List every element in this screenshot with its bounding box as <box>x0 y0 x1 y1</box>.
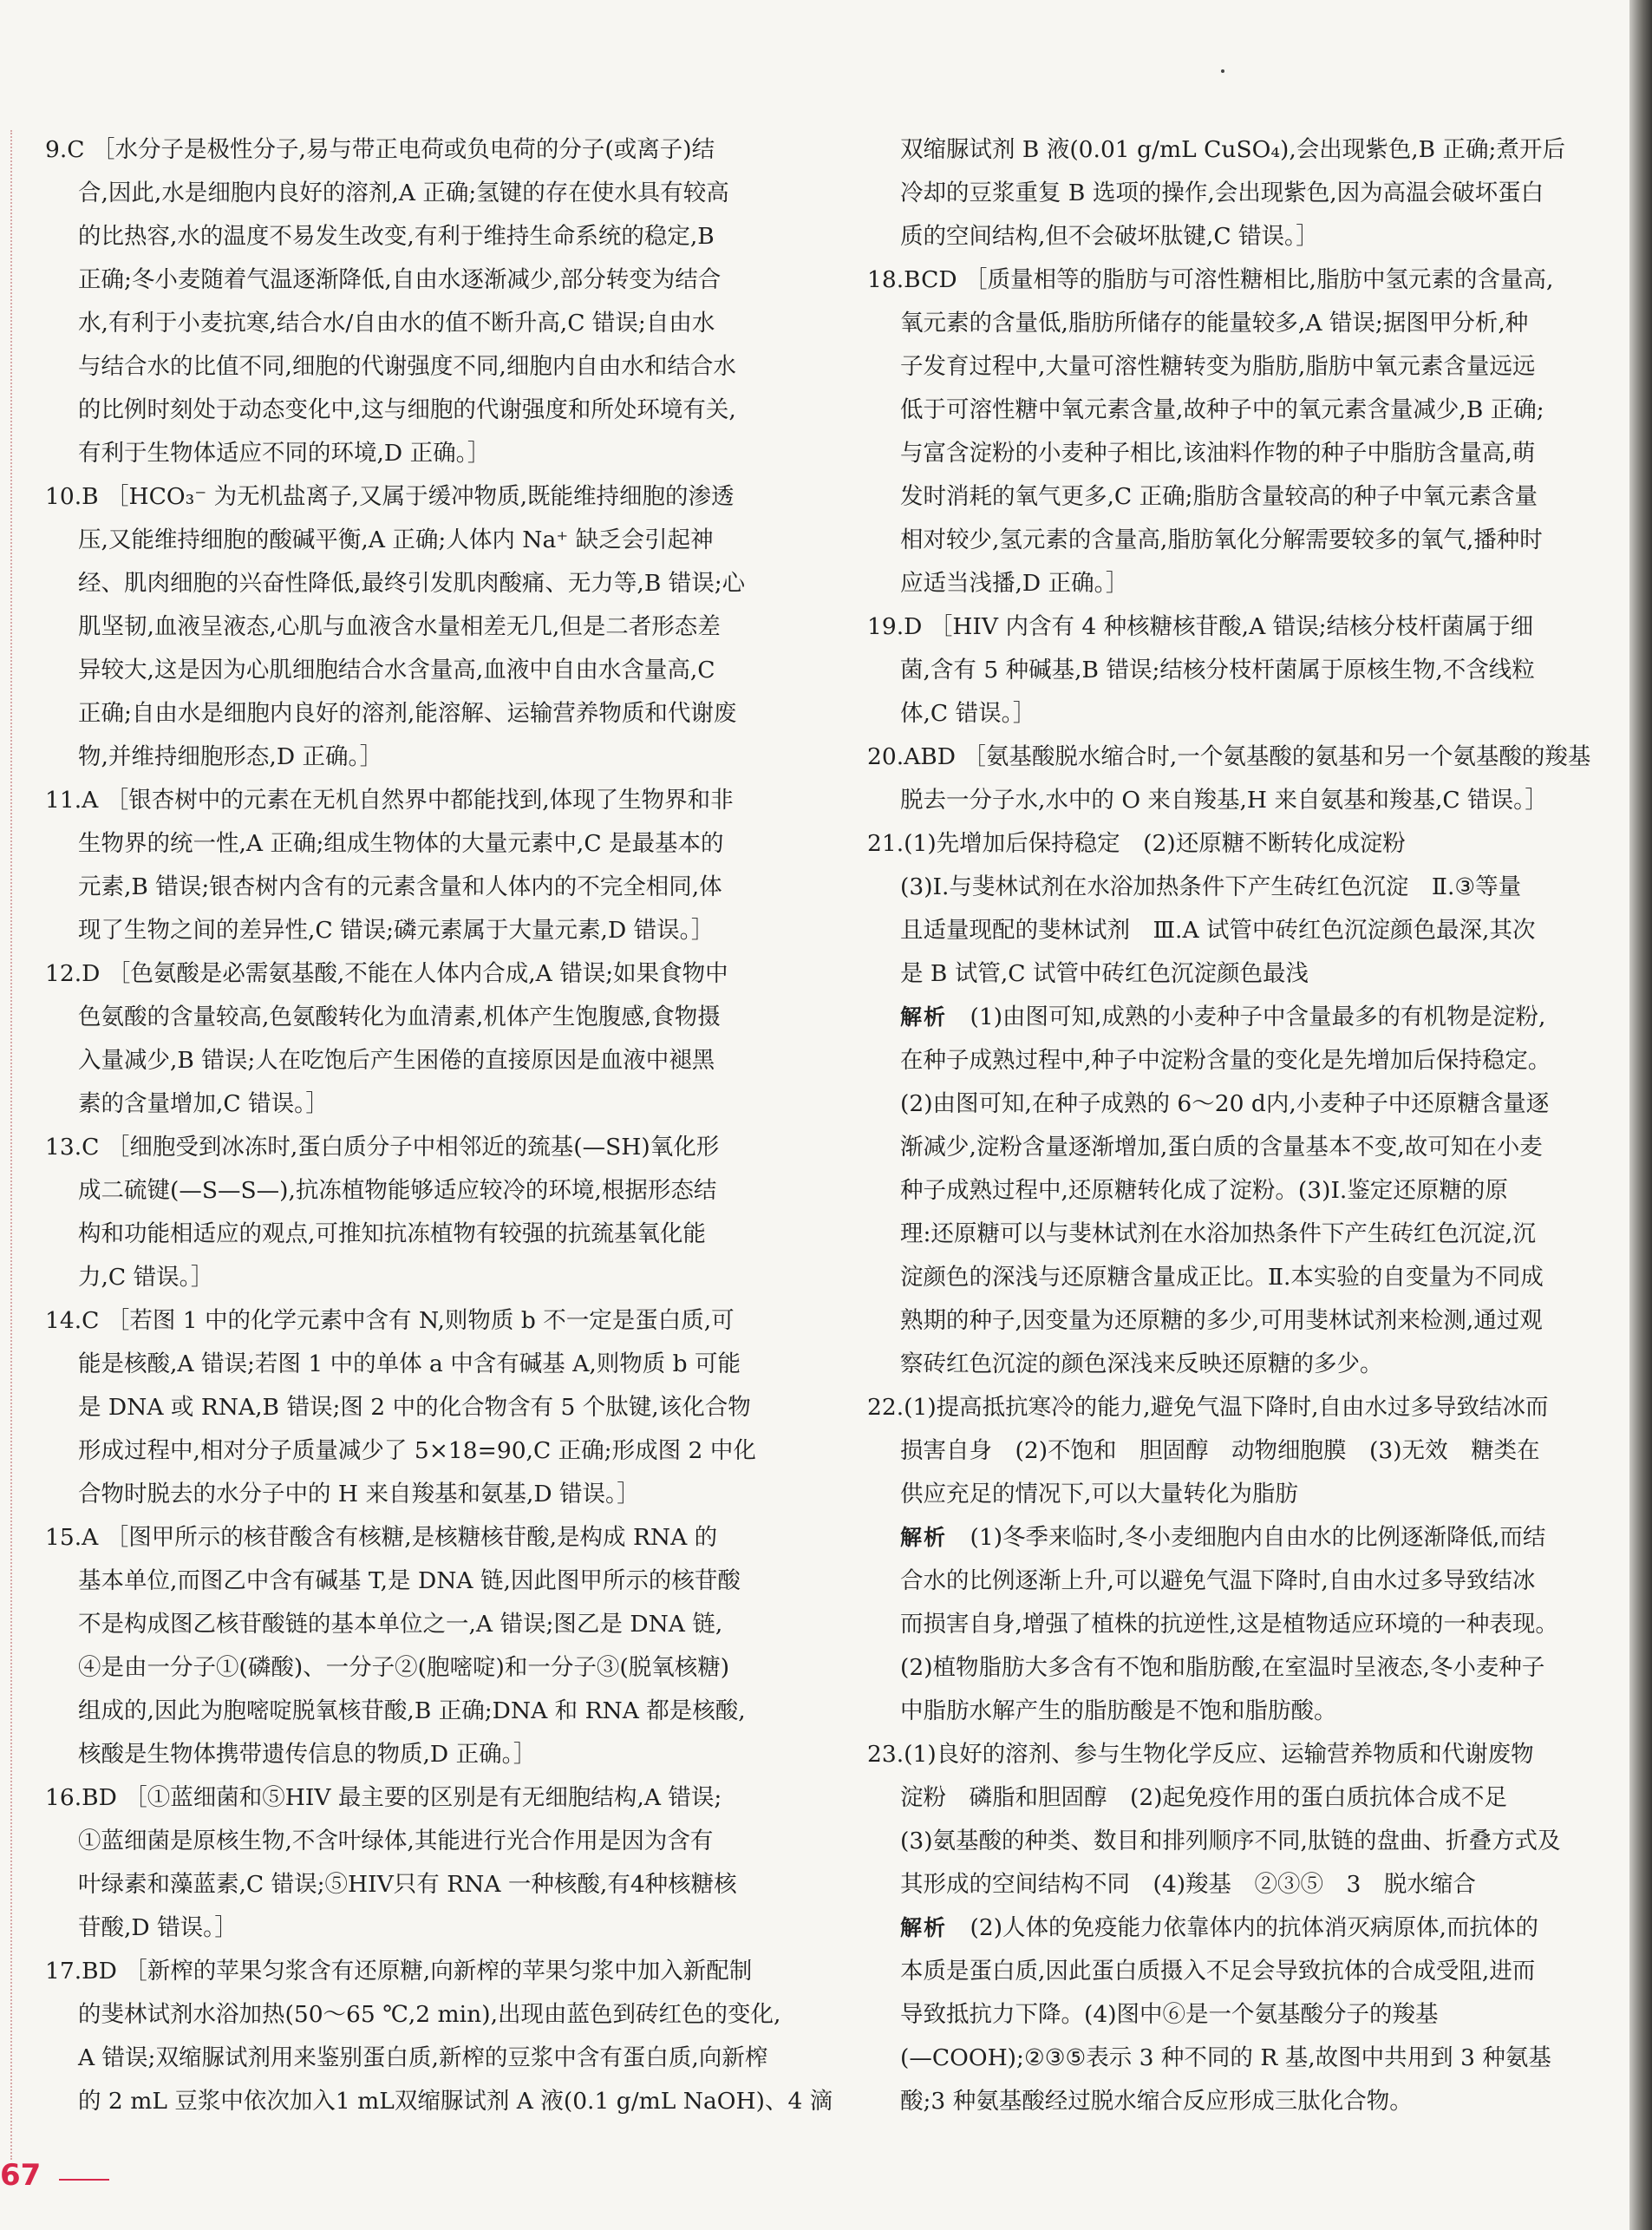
line-text: 15.A ［图甲所示的核苷酸含有核糖,是核糖核苷酸,是构成 RNA 的 <box>45 1524 718 1551</box>
answer-item <box>45 779 817 952</box>
text-line <box>45 1603 817 1646</box>
text-line <box>867 1256 1613 1299</box>
line-text: 的 2 mL 豆浆中依次加入1 mL双缩脲试剂 A 液(0.1 g/mL NaOH)、4 滴 <box>78 2088 833 2115</box>
line-text: 且适量现配的斐林试剂 Ⅲ.A 试管中砖红色沉淀颜色最深,其次 <box>900 917 1536 944</box>
text-line <box>45 1386 817 1429</box>
line-text: 的比热容,水的温度不易发生改变,有利于维持生命系统的稳定,B <box>78 223 715 250</box>
line-text: 元素,B 错误;银杏树内含有的元素含量和人体内的不完全相同,体 <box>78 873 722 900</box>
line-text: 在种子成熟过程中,种子中淀粉含量的变化是先增加后保持稳定。 <box>900 1047 1551 1074</box>
line-text: A 错误;双缩脲试剂用来鉴别蛋白质,新榨的豆浆中含有蛋白质,向新榨 <box>78 2044 768 2071</box>
answer-item <box>45 1950 833 2123</box>
answer-item <box>867 1386 1613 1516</box>
text-line <box>45 1039 817 1082</box>
text-line <box>867 1516 1613 1560</box>
line-text: 氧元素的含量低,脂肪所储存的能量较多,A 错误;据图甲分析,种 <box>900 310 1529 337</box>
answer-item <box>867 736 1613 822</box>
line-text: 察砖红色沉淀的颜色深浅来反映还原糖的多少。 <box>900 1350 1383 1377</box>
line-text: 种子成熟过程中,还原糖转化成了淀粉。(3)Ⅰ.鉴定还原糖的原 <box>900 1177 1508 1204</box>
line-text: 10.B ［HCO₃⁻ 为无机盐离子,又属于缓冲物质,既能维持细胞的渗透 <box>45 483 735 510</box>
text-line <box>867 1646 1613 1690</box>
line-text: 菌,含有 5 种碱基,B 错误;结核分枝杆菌属于原核生物,不含线粒 <box>900 657 1535 683</box>
line-text: 供应充足的情况下,可以大量转化为脂肪 <box>900 1481 1298 1507</box>
line-text: 质的空间结构,但不会破坏肽键,C 错误。］ <box>900 223 1319 250</box>
answer-item <box>45 475 817 779</box>
line-text: 有利于生物体适应不同的环境,D 正确。］ <box>78 440 491 467</box>
line-text: 17.BD ［新榨的苹果匀浆含有还原糖,向新榨的苹果匀浆中加入新配制 <box>45 1958 753 1985</box>
text-line <box>867 432 1613 475</box>
answer-item <box>45 128 817 475</box>
line-text: 其形成的空间结构不同 (4)羧基 ②③⑤ 3 脱水缩合 <box>900 1871 1476 1898</box>
text-line <box>867 215 1613 258</box>
text-line <box>45 1906 817 1950</box>
line-text: 是 B 试管,C 试管中砖红色沉淀颜色最浅 <box>900 960 1309 987</box>
line-text: 核酸是生物体携带遗传信息的物质,D 正确。］ <box>78 1741 537 1768</box>
text-line <box>867 1690 1613 1733</box>
answer-item <box>867 1906 1613 2123</box>
line-text: 压,又能维持细胞的酸碱平衡,A 正确;人体内 Na⁺ 缺乏会引起神 <box>78 526 714 553</box>
text-line <box>867 952 1613 996</box>
text-line <box>867 1039 1613 1082</box>
line-text: 正确;自由水是细胞内良好的溶剂,能溶解、运输营养物质和代谢废 <box>78 700 737 727</box>
text-line <box>867 389 1613 432</box>
text-line <box>867 1299 1613 1343</box>
line-text: 现了生物之间的差异性,C 错误;磷元素属于大量元素,D 错误。］ <box>78 917 715 944</box>
line-text: 20.ABD ［氨基酸脱水缩合时,一个氨基酸的氨基和另一个氨基酸的羧基 <box>867 743 1591 770</box>
line-text: 理:还原糖可以与斐林试剂在水浴加热条件下产生砖红色沉淀,沉 <box>900 1220 1536 1247</box>
line-text: 双缩脲试剂 B 液(0.01 g/mL CuSO₄),会出现紫色,B 正确;煮开后 <box>900 136 1565 163</box>
text-line <box>45 1993 817 2037</box>
text-line <box>867 866 1613 909</box>
text-line <box>45 779 817 822</box>
line-text: (2)由图可知,在种子成熟的 6～20 d内,小麦种子中还原糖含量逐 <box>900 1090 1550 1117</box>
line-text: 淀粉 磷脂和胆固醇 (2)起免疫作用的蛋白质抗体合成不足 <box>900 1784 1508 1811</box>
text-line <box>867 302 1613 345</box>
line-text: 的斐林试剂水浴加热(50～65 ℃,2 min),出现由蓝色到砖红色的变化, <box>78 2001 781 2028</box>
text-line <box>867 2037 1613 2080</box>
line-text: 能是核酸,A 错误;若图 1 中的单体 a 中含有碱基 A,则物质 b 可能 <box>78 1350 741 1377</box>
text-line <box>45 909 817 952</box>
text-line <box>867 605 1613 649</box>
line-text: 构和功能相适应的观点,可推知抗冻植物有较强的抗巯基氧化能 <box>78 1220 706 1247</box>
answer-item <box>45 1776 817 1950</box>
text-line <box>45 345 817 389</box>
text-line <box>45 866 817 909</box>
text-line <box>45 2080 833 2123</box>
line-text: 是 DNA 或 RNA,B 错误;图 2 中的化合物含有 5 个肽键,该化合物 <box>78 1394 751 1421</box>
margin-rule <box>10 130 12 2160</box>
line-text: 导致抵抗力下降。(4)图中⑥是一个氨基酸分子的羧基 <box>900 2001 1439 2028</box>
line-text: 力,C 错误。］ <box>78 1264 214 1291</box>
line-text: 经、肌肉细胞的兴奋性降低,最终引发肌肉酸痛、无力等,B 错误;心 <box>78 570 746 597</box>
text-line <box>867 1082 1613 1126</box>
line-text: (2)植物脂肪大多含有不饱和脂肪酸,在室温时呈液态,冬小麦种子 <box>900 1654 1545 1681</box>
answer-item <box>45 1299 817 1516</box>
text-line <box>45 952 817 996</box>
text-line <box>867 1906 1613 1950</box>
text-line <box>867 258 1613 302</box>
line-text: 18.BCD ［质量相等的脂肪与可溶性糖相比,脂肪中氢元素的含量高, <box>867 266 1554 293</box>
text-line <box>45 692 817 736</box>
text-line <box>867 172 1613 215</box>
analysis-label: 解析 <box>900 1525 948 1550</box>
text-line <box>45 1256 817 1299</box>
line-text: (1)由图可知,成熟的小麦种子中含量最多的有机物是淀粉, <box>970 1004 1546 1030</box>
right-column <box>867 128 1613 2123</box>
text-line <box>45 1213 817 1256</box>
line-text: 14.C ［若图 1 中的化学元素中含有 N,则物质 b 不一定是蛋白质,可 <box>45 1307 735 1334</box>
line-text: 素的含量增加,C 错误。］ <box>78 1090 329 1117</box>
line-text: 损害自身 (2)不饱和 胆固醇 动物细胞膜 (3)无效 糖类在 <box>900 1437 1540 1464</box>
text-line <box>45 1343 817 1386</box>
text-line <box>45 1560 817 1603</box>
text-line <box>45 1473 817 1516</box>
line-text: 熟期的种子,因变量为还原糖的多少,可用斐林试剂来检测,通过观 <box>900 1307 1543 1334</box>
text-line <box>867 1169 1613 1213</box>
text-line <box>45 1776 817 1820</box>
text-line <box>867 692 1613 736</box>
line-text: 22.(1)提高抵抗寒冷的能力,避免气温下降时,自由水过多导致结冰而 <box>867 1394 1549 1421</box>
text-line <box>867 475 1613 519</box>
line-text: 21.(1)先增加后保持稳定 (2)还原糖不断转化成淀粉 <box>867 830 1406 857</box>
text-line <box>45 1733 817 1776</box>
text-line <box>867 1863 1613 1906</box>
text-line <box>867 1776 1613 1820</box>
answer-item <box>867 822 1613 996</box>
line-text: (3)氨基酸的种类、数目和排列顺序不同,肽链的盘曲、折叠方式及 <box>900 1828 1561 1854</box>
line-text: 物,并维持细胞形态,D 正确。］ <box>78 743 383 770</box>
line-text: 脱去一分子水,水中的 O 来自羧基,H 来自氨基和羧基,C 错误。］ <box>900 787 1548 814</box>
text-line <box>867 1126 1613 1169</box>
line-text: 发时消耗的氧气更多,C 正确;脂肪含量较高的种子中氧元素含量 <box>900 483 1538 510</box>
line-text: (3)Ⅰ.与斐林试剂在水浴加热条件下产生砖红色沉淀 Ⅱ.③等量 <box>900 873 1522 900</box>
text-line <box>867 2080 1613 2123</box>
answer-item <box>45 952 817 1126</box>
line-text: 子发育过程中,大量可溶性糖转变为脂肪,脂肪中氧元素含量远远 <box>900 353 1536 380</box>
answer-item <box>45 1126 817 1299</box>
line-text: 叶绿素和藻蓝素,C 错误;⑤HIV只有 RNA 一种核酸,有4种核糖核 <box>78 1871 737 1898</box>
text-line <box>867 1603 1613 1646</box>
line-text: ④是由一分子①(磷酸)、一分子②(胞嘧啶)和一分子③(脱氧核糖) <box>78 1654 730 1681</box>
line-text: 低于可溶性糖中氧元素含量,故种子中的氧元素含量减少,B 正确; <box>900 396 1544 423</box>
text-line <box>867 649 1613 692</box>
text-line <box>867 1733 1613 1776</box>
line-text: 色氨酸的含量较高,色氨酸转化为血清素,机体产生饱腹感,食物摄 <box>78 1004 721 1030</box>
answer-item <box>45 1516 817 1776</box>
answer-item <box>867 1516 1613 1733</box>
text-line <box>867 1560 1613 1603</box>
text-line <box>45 1126 817 1169</box>
line-text: 合,因此,水是细胞内良好的溶剂,A 正确;氢键的存在使水具有较高 <box>78 180 729 206</box>
page-edge-shadow <box>1629 0 1652 2230</box>
text-line <box>45 736 817 779</box>
text-line <box>45 519 817 562</box>
text-line <box>867 1950 1613 1993</box>
line-text: 合水的比例逐渐上升,可以避免气温下降时,自由水过多导致结冰 <box>900 1567 1536 1594</box>
line-text: 相对较少,氢元素的含量高,脂肪氧化分解需要较多的氧气,播种时 <box>900 526 1543 553</box>
line-text: 13.C ［细胞受到冰冻时,蛋白质分子中相邻近的巯基(—SH)氧化形 <box>45 1134 720 1161</box>
text-line <box>45 1863 817 1906</box>
line-text: 正确;冬小麦随着气温逐渐降低,自由水逐渐减少,部分转变为结合 <box>78 266 722 293</box>
line-text: 不是构成图乙核苷酸链的基本单位之一,A 错误;图乙是 DNA 链, <box>78 1611 723 1638</box>
text-line <box>45 432 817 475</box>
line-text: 12.D ［色氨酸是必需氨基酸,不能在人体内合成,A 错误;如果食物中 <box>45 960 728 987</box>
text-line <box>867 519 1613 562</box>
text-line <box>45 258 817 302</box>
line-text: 中脂肪水解产生的脂肪酸是不饱和脂肪酸。 <box>900 1697 1337 1724</box>
line-text: (—COOH);②③⑤表示 3 种不同的 R 基,故图中共用到 3 种氨基 <box>900 2044 1551 2071</box>
line-text: 的比例时刻处于动态变化中,这与细胞的代谢强度和所处环境有关, <box>78 396 736 423</box>
text-line <box>867 1343 1613 1386</box>
text-line <box>45 389 817 432</box>
line-text: 苷酸,D 错误。］ <box>78 1914 238 1941</box>
text-line <box>867 1820 1613 1863</box>
line-text: 组成的,因此为胞嘧啶脱氧核苷酸,B 正确;DNA 和 RNA 都是核酸, <box>78 1697 746 1724</box>
line-text: (2)人体的免疫能力依靠体内的抗体消灭病原体,而抗体的 <box>970 1914 1538 1941</box>
line-text: 本质是蛋白质,因此蛋白质摄入不足会导致抗体的合成受阻,进而 <box>900 1958 1536 1985</box>
text-line <box>45 128 817 172</box>
text-line <box>45 649 817 692</box>
text-line <box>867 1429 1613 1473</box>
line-text: ①蓝细菌是原核生物,不含叶绿体,其能进行光合作用是因为含有 <box>78 1828 714 1854</box>
text-line <box>45 605 817 649</box>
text-line <box>867 345 1613 389</box>
text-line <box>867 822 1613 866</box>
analysis-label: 解析 <box>900 1004 948 1030</box>
line-text: 19.D ［HIV 内含有 4 种核糖核苷酸,A 错误;结核分枝杆菌属于细 <box>867 613 1534 640</box>
analysis-label: 解析 <box>900 1915 948 1940</box>
text-line <box>45 1690 817 1733</box>
line-text: 体,C 错误。］ <box>900 700 1036 727</box>
text-line <box>45 475 817 519</box>
line-text: 与富含淀粉的小麦种子相比,该油料作物的种子中脂肪含量高,萌 <box>900 440 1536 467</box>
line-text: 11.A ［银杏树中的元素在无机自然界中都能找到,体现了生物界和非 <box>45 787 734 814</box>
line-text: 合物时脱去的水分子中的 H 来自羧基和氨基,D 错误。］ <box>78 1481 640 1507</box>
line-text: 应适当浅播,D 正确。］ <box>900 570 1129 597</box>
text-line <box>45 2037 817 2080</box>
line-text: 肌坚韧,血液呈液态,心肌与血液含水量相差无几,但是二者形态差 <box>78 613 721 640</box>
text-line <box>867 736 1613 779</box>
answer-item <box>867 996 1613 1386</box>
answer-item <box>867 1733 1613 1906</box>
line-text: 而损害自身,增强了植株的抗逆性,这是植物适应环境的一种表现。 <box>900 1611 1558 1638</box>
text-line <box>867 779 1613 822</box>
text-line <box>45 996 817 1039</box>
text-line <box>45 215 817 258</box>
text-line <box>867 1213 1613 1256</box>
answer-item <box>867 605 1613 736</box>
text-line <box>45 1082 817 1126</box>
text-line <box>45 1646 817 1690</box>
text-line <box>45 1169 817 1213</box>
text-line <box>867 909 1613 952</box>
text-line <box>45 1950 817 1993</box>
text-line <box>45 562 817 605</box>
answer-item <box>867 128 1613 258</box>
text-line <box>45 172 817 215</box>
line-text: (1)冬季来临时,冬小麦细胞内自由水的比例逐渐降低,而结 <box>970 1524 1546 1551</box>
line-text: 23.(1)良好的溶剂、参与生物化学反应、运输营养物质和代谢废物 <box>867 1741 1534 1768</box>
page-number-dash <box>59 2179 109 2181</box>
line-text: 16.BD ［①蓝细菌和⑤HIV 最主要的区别是有无细胞结构,A 错误; <box>45 1784 722 1811</box>
line-text: 基本单位,而图乙中含有碱基 T,是 DNA 链,因此图甲所示的核苷酸 <box>78 1567 741 1594</box>
text-line <box>867 996 1613 1039</box>
text-line <box>45 1299 817 1343</box>
text-line <box>867 562 1613 605</box>
line-text: 成二硫键(—S—S—),抗冻植物能够适应较冷的环境,根据形态结 <box>78 1177 717 1204</box>
line-text: 入量减少,B 错误;人在吃饱后产生困倦的直接原因是血液中褪黑 <box>78 1047 715 1074</box>
stray-dot <box>1221 69 1224 73</box>
line-text: 渐减少,淀粉含量逐渐增加,蛋白质的含量基本不变,故可知在小麦 <box>900 1134 1543 1161</box>
answer-item <box>867 258 1613 605</box>
line-text: 酸;3 种氨基酸经过脱水缩合反应形成三肽化合物。 <box>900 2088 1413 2115</box>
line-text: 形成过程中,相对分子质量减少了 5×18=90,C 正确;形成图 2 中化 <box>78 1437 756 1464</box>
text-line <box>867 1473 1613 1516</box>
text-line <box>45 1820 817 1863</box>
text-line <box>45 822 817 866</box>
text-line <box>45 1516 817 1560</box>
line-text: 异较大,这是因为心肌细胞结合水含量高,血液中自由水含量高,C <box>78 657 715 683</box>
page-number: 67 <box>0 2158 42 2193</box>
line-text: 水,有利于小麦抗寒,结合水/自由水的值不断升高,C 错误;自由水 <box>78 310 715 337</box>
line-text: 与结合水的比值不同,细胞的代谢强度不同,细胞内自由水和结合水 <box>78 353 736 380</box>
text-line <box>45 302 817 345</box>
text-line <box>867 128 1613 172</box>
text-line <box>45 1429 817 1473</box>
left-column <box>45 128 833 2123</box>
line-text: 冷却的豆浆重复 B 选项的操作,会出现紫色,因为高温会破坏蛋白 <box>900 180 1544 206</box>
line-text: 9.C ［水分子是极性分子,易与带正电荷或负电荷的分子(或离子)结 <box>45 136 715 163</box>
line-text: 生物界的统一性,A 正确;组成生物体的大量元素中,C 是最基本的 <box>78 830 724 857</box>
line-text: 淀颜色的深浅与还原糖含量成正比。Ⅱ.本实验的自变量为不同成 <box>900 1264 1544 1291</box>
text-line <box>867 1993 1613 2037</box>
text-line <box>867 1386 1613 1429</box>
